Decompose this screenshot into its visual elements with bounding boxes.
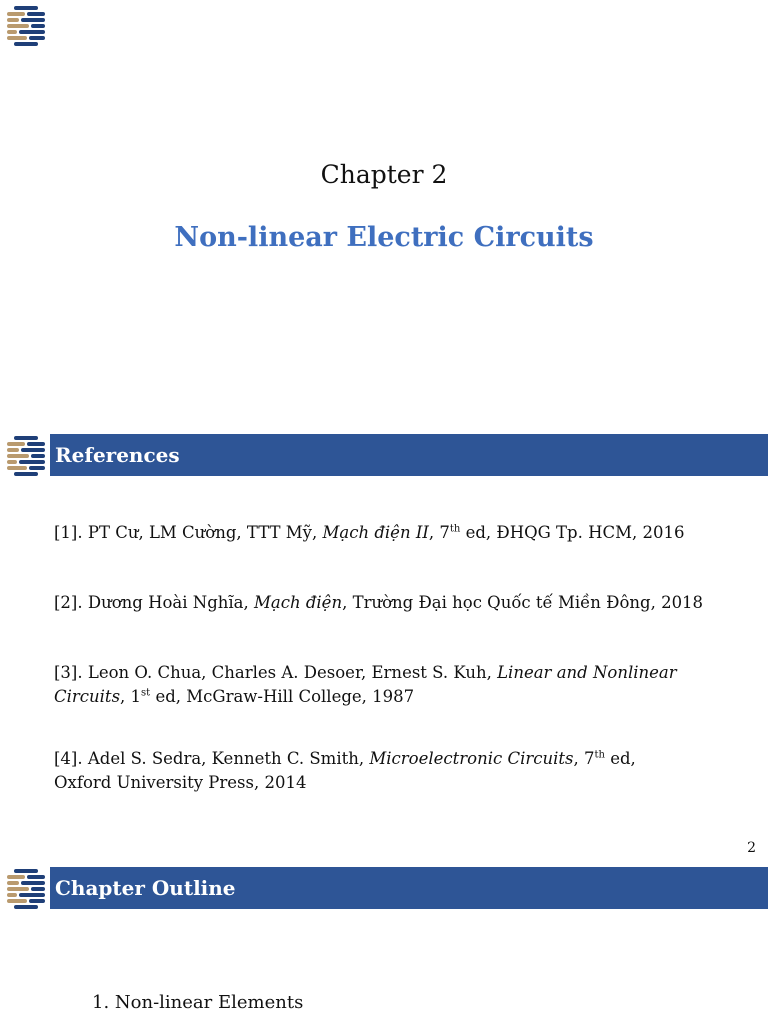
reference-item: [3]. Leon O. Chua, Charles A. Desoer, Ernest S. Kuh, Linear and Nonlinear Circuits, 1st ed, McGraw-Hill College, 1987 bbox=[54, 663, 677, 706]
chapter-title: Non-linear Electric Circuits bbox=[174, 222, 594, 253]
chapter-outline-header: Chapter Outline bbox=[50, 867, 768, 909]
outline-item: 1. Non-linear Elements bbox=[92, 992, 304, 1013]
reference-item: [2]. Dương Hoài Nghĩa, Mạch điện, Trường Đại học Quốc tế Miền Đông, 2018 bbox=[54, 593, 704, 612]
university-logo-icon bbox=[4, 4, 48, 48]
references-header: References bbox=[50, 434, 768, 476]
university-logo-icon bbox=[4, 867, 48, 911]
university-logo-icon bbox=[4, 434, 48, 478]
chapter-number: Chapter 2 bbox=[320, 160, 448, 189]
reference-item: [4]. Adel S. Sedra, Kenneth C. Smith, Microelectronic Circuits, 7th ed, Oxford University Press, 2014 bbox=[54, 749, 636, 792]
page-number: 2 bbox=[747, 840, 756, 856]
reference-item: [1]. PT Cư, LM Cường, TTT Mỹ, Mạch điện II, 7th ed, ĐHQG Tp. HCM, 2016 bbox=[54, 523, 685, 542]
